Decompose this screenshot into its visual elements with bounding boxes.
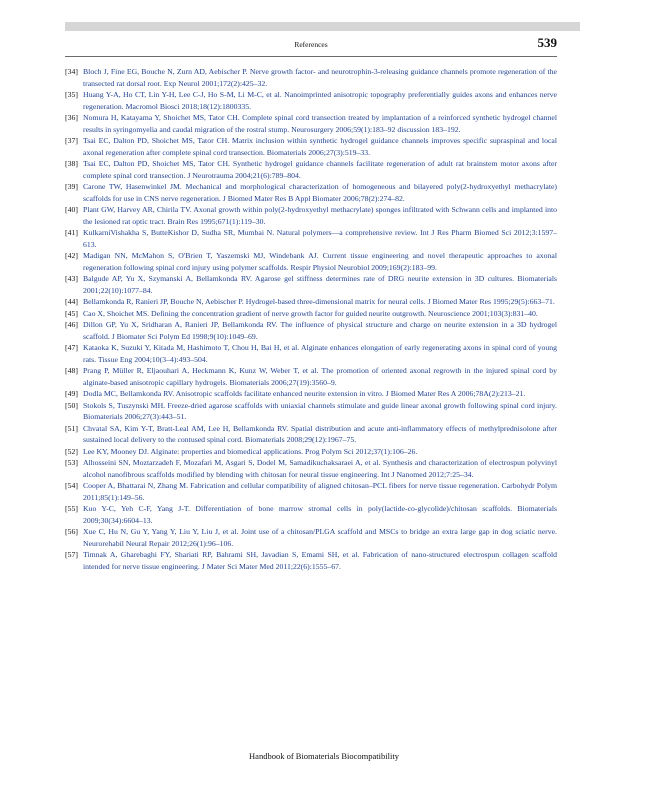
reference-item xyxy=(65,342,557,365)
reference-item xyxy=(65,423,557,446)
reference-item xyxy=(65,158,557,181)
reference-link[interactable]: Cao X, Shoichet MS. Defining the concentration gradient of nerve growth factor for guided neurite outgrowth. Neuroscience 2001;103(3):831–40. xyxy=(83,308,538,318)
reference-number: [54] xyxy=(65,481,78,490)
reference-number: [37] xyxy=(65,136,78,145)
section-title: References xyxy=(294,40,328,49)
reference-link[interactable]: KulkarniVishakha S, ButteKishor D, Sudha SR, Mumbai N. Natural polymers—a comprehensive review. Int J Res Pharm Biomed Sci 2012;3:1597–613. xyxy=(83,228,557,249)
reference-link[interactable]: Cooper A, Bhattarai N, Zhang M. Fabrication and cellular compatibility of aligned chitosan–PCL fibers for nerve tissue regeneration. Carbohydr Polym 2011;85(1):149–56. xyxy=(83,481,557,502)
reference-item xyxy=(65,549,557,572)
reference-item xyxy=(65,480,557,503)
reference-item xyxy=(65,388,557,400)
reference-number: [38] xyxy=(65,159,78,168)
reference-number: [53] xyxy=(65,458,78,467)
reference-number: [44] xyxy=(65,297,78,306)
reference-list xyxy=(65,66,557,572)
reference-link[interactable]: Carone TW, Hasenwinkel JM. Mechanical and morphological characterization of homogeneous and bilayered poly(2-hydroxyethyl methacrylate) scaffolds for use in CNS nerve regeneration. J Biomed Mater Res B Appl Biomater 2006;78(2):274–82. xyxy=(83,182,557,203)
top-gray-band xyxy=(65,22,580,31)
reference-link[interactable]: Alhosseini SN, Moztarzadeh F, Mozafari M, Asgari S, Dodel M, Samadikuchaksaraei A, et al. Synthesis and characterization of electrospun polyvinyl alcohol nanofibrous scaffolds modified by blending with chitosan for neural tissue engineering. Int J Nanomed 2012;7:25–34. xyxy=(83,458,557,479)
reference-number: [56] xyxy=(65,527,78,536)
reference-number: [55] xyxy=(65,504,78,513)
book-title-footer: Handbook of Biomaterials Biocompatibility xyxy=(249,751,399,761)
reference-number: [36] xyxy=(65,113,78,122)
reference-number: [35] xyxy=(65,90,78,99)
reference-item xyxy=(65,526,557,549)
reference-item xyxy=(65,296,557,308)
reference-link[interactable]: Lee KY, Mooney DJ. Alginate: properties and biomedical applications. Prog Polym Sci 2012;37(1):106–26. xyxy=(83,446,418,456)
running-header xyxy=(65,34,557,54)
reference-item xyxy=(65,250,557,273)
reference-item xyxy=(65,227,557,250)
reference-number: [49] xyxy=(65,389,78,398)
page-number: 539 xyxy=(537,35,557,50)
reference-number: [57] xyxy=(65,550,78,559)
reference-link[interactable]: Dodla MC, Bellamkonda RV. Anisotropic scaffolds facilitate enhanced neurite extension in vitro. J Biomed Mater Res A 2006;78A(2):213–21. xyxy=(83,389,526,398)
reference-link[interactable]: Tsai EC, Dalton PD, Shoichet MS, Tator CH. Matrix inclusion within synthetic hydrogel guidance channels improves specific supraspinal and local axonal regeneration after complete spinal cord transection. Biomaterials 2006;27(3):519–33. xyxy=(83,136,557,157)
header-rule xyxy=(65,56,557,57)
reference-link[interactable]: Prang P, Müller R, Eljaouhari A, Heckmann K, Kunz W, Weber T, et al. The promotion of oriented axonal regrowth in the injured spinal cord by alginate-based anisotropic capillary hydrogels. Biomaterials 2006;27(19):3560–9. xyxy=(83,366,557,387)
reference-number: [46] xyxy=(65,320,78,329)
reference-item xyxy=(65,400,557,423)
reference-link[interactable]: Timnak A, Gharebaghi FY, Shariati RP, Bahrami SH, Javadian S, Emami SH, et al. Fabrication of nano-structured electrospun collagen scaffold intended for nerve tissue engineering. J Mater Sci Mater Med 2011;22(6):1555–67. xyxy=(83,550,557,571)
reference-item xyxy=(65,181,557,204)
reference-number: [34] xyxy=(65,67,78,76)
reference-link[interactable]: Tsai EC, Dalton PD, Shoichet MS, Tator CH. Synthetic hydrogel guidance channels facilitate regeneration of adult rat brainstem motor axons after complete spinal cord transection. J Neurotrauma 2004;21(6):789–804. xyxy=(83,159,557,180)
reference-number: [47] xyxy=(65,343,78,352)
reference-item xyxy=(65,446,557,458)
reference-number: [52] xyxy=(65,446,78,456)
reference-item xyxy=(65,112,557,135)
reference-number: [51] xyxy=(65,423,78,433)
reference-item xyxy=(65,308,557,320)
reference-link[interactable]: Xue C, Hu N, Gu Y, Yang Y, Liu Y, Liu J, et al. Joint use of a chitosan/PLGA scaffold and MSCs to bridge an extra large gap in dog sciatic nerve. Neurorehabil Neural Repair 2012;26(1):96–106. xyxy=(83,527,557,548)
reference-number: [48] xyxy=(65,366,78,375)
reference-link[interactable]: Madigan NN, McMahon S, O'Brien T, Yaszemski MJ, Windebank AJ. Current tissue engineering and novel therapeutic approaches to axonal regeneration following spinal cord injury using polymer scaffolds. Respir Physiol Neurobiol 2009;169(2):183–99. xyxy=(83,251,557,272)
reference-link[interactable]: Kataoka K, Suzuki Y, Kitada M, Hashimoto T, Chou H, Bai H, et al. Alginate enhances elongation of early regenerating axons in spinal cord of young rats. Tissue Eng 2004;10(3–4):493–504. xyxy=(83,343,557,364)
reference-link[interactable]: Huang Y-A, Ho CT, Lin Y-H, Lee C-J, Ho S-M, Li M-C, et al. Nanoimprinted anisotropic topography preferentially guides axons and enhances nerve regeneration. Macromol Biosci 2018;18(12):1800335. xyxy=(83,90,557,111)
reference-number: [50] xyxy=(65,400,78,410)
reference-item xyxy=(65,204,557,227)
reference-link[interactable]: Nomura H, Katayama Y, Shoichet MS, Tator CH. Complete spinal cord transection treated by implantation of a reinforced synthetic hydrogel channel results in syringomyelia and caudal migration of the rostral stump. Neurosurgery 2006;59(1):183–92 discussion 183–192. xyxy=(83,113,557,134)
reference-number: [42] xyxy=(65,251,78,260)
reference-link[interactable]: Chvatal SA, Kim Y-T, Bratt-Leal AM, Lee H, Bellamkonda RV. Spatial distribution and acute anti-inflammatory effects of methylprednisolone after sustained local delivery to the contused spinal cord. Biomaterials 2008;29(12):1967–75. xyxy=(83,423,557,444)
reference-item xyxy=(65,273,557,296)
reference-number: [45] xyxy=(65,308,78,318)
reference-link[interactable]: Balgude AP, Yu X, Szymanski A, Bellamkonda RV. Agarose gel stiffness determines rate of DRG neurite extension in 3D cultures. Biomaterials 2001;22(10):1077–84. xyxy=(83,274,557,295)
reference-link[interactable]: Bloch J, Fine EG, Bouche N, Zurn AD, Aebischer P. Nerve growth factor- and neurotrophin-3-releasing guidance channels promote regeneration of the transected rat dorsal root. Exp Neurol 2001;172(2):425–32. xyxy=(83,67,557,88)
reference-number: [43] xyxy=(65,274,78,283)
reference-item xyxy=(65,66,557,89)
reference-item xyxy=(65,365,557,388)
reference-number: [41] xyxy=(65,228,78,237)
reference-link[interactable]: Bellamkonda R, Ranieri JP, Bouche N, Aebischer P. Hydrogel-based three-dimensional matrix for neural cells. J Biomed Mater Res 1995;29(5):663–71. xyxy=(83,297,555,306)
reference-item xyxy=(65,89,557,112)
reference-link[interactable]: Stokols S, Tuszynski MH. Freeze-dried agarose scaffolds with uniaxial channels stimulate and guide linear axonal growth following spinal cord injury. Biomaterials 2006;27(3):443–51. xyxy=(83,400,557,421)
reference-number: [40] xyxy=(65,205,78,214)
reference-item xyxy=(65,503,557,526)
reference-item xyxy=(65,319,557,342)
reference-link[interactable]: Kuo Y-C, Yeh C-F, Yang J-T. Differentiation of bone marrow stromal cells in poly(lactide-co-glycolide)/chitosan scaffolds. Biomaterials 2009;30(34):6604–13. xyxy=(83,504,557,525)
reference-link[interactable]: Dillon GP, Yu X, Sridharan A, Ranieri JP, Bellamkonda RV. The influence of physical structure and charge on neurite extension in a 3D hydrogel scaffold. J Biomater Sci Polym Ed 1998;9(10):1049–69. xyxy=(83,320,557,341)
reference-item xyxy=(65,457,557,480)
reference-number: [39] xyxy=(65,182,78,191)
reference-link[interactable]: Plant GW, Harvey AR, Chirila TV. Axonal growth within poly(2-hydroxyethyl methacrylate) sponges infiltrated with Schwann cells and implanted into the lesioned rat optic tract. Brain Res 1995;671(1):119–30. xyxy=(83,205,557,226)
reference-item xyxy=(65,135,557,158)
